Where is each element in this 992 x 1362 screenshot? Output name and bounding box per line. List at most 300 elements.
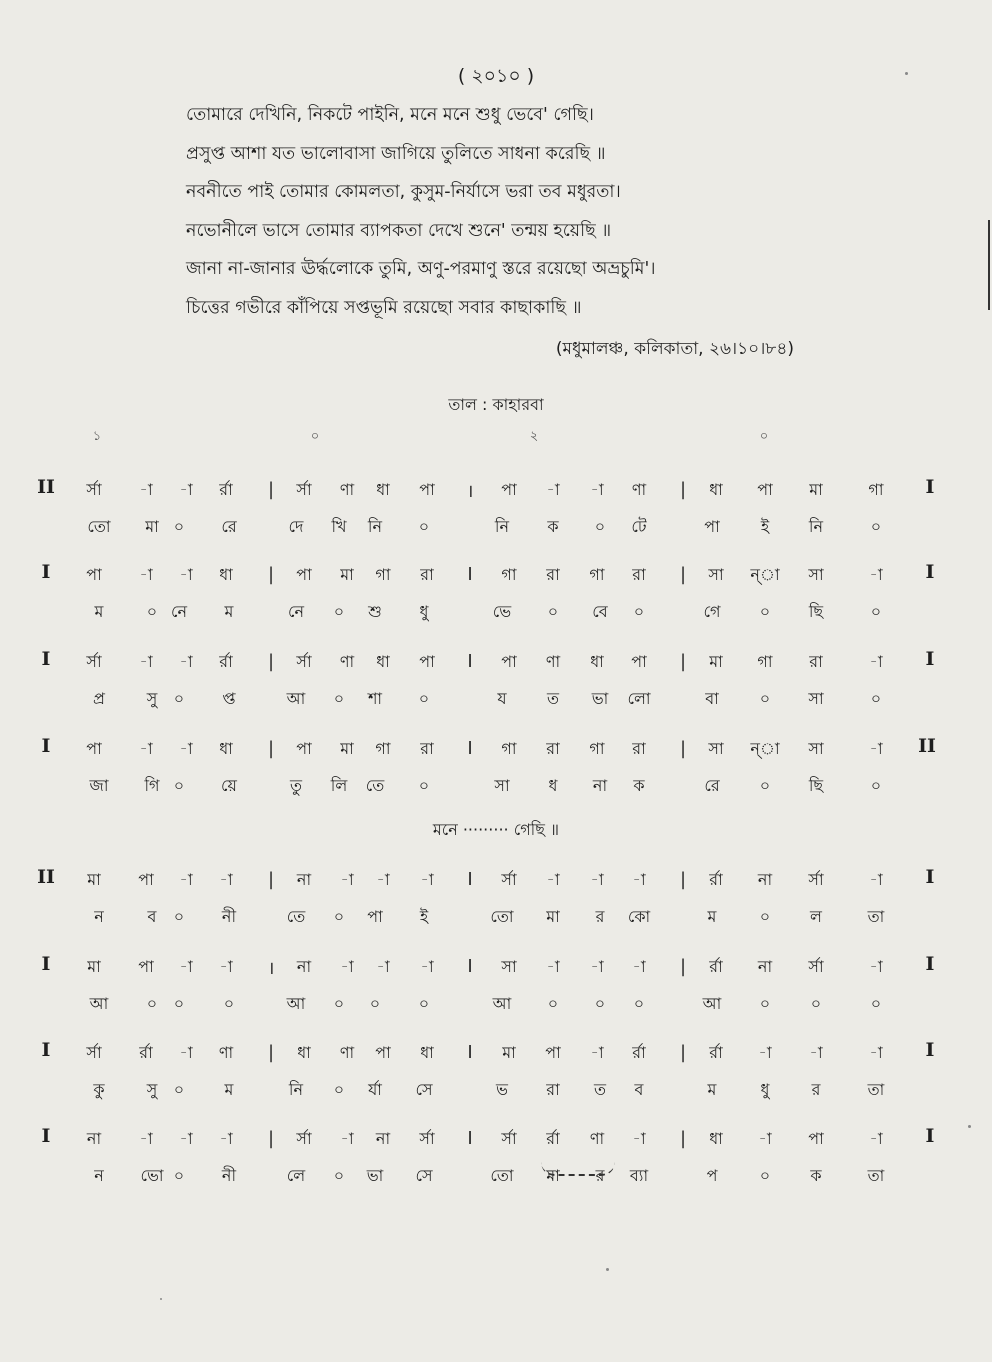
swara-note: সা — [708, 739, 724, 758]
lyric-syllable: দে — [288, 517, 304, 536]
swara-note: ন্‌া — [750, 739, 780, 758]
lyric-syllable: ০ — [870, 517, 882, 536]
swara-note: -া — [219, 1129, 233, 1148]
lyric-syllable: ত — [546, 689, 560, 708]
swara-note: ধা — [709, 480, 723, 499]
lyric-syllable: রে — [704, 776, 720, 795]
page-number: ( ২০১০ ) — [457, 65, 535, 87]
beat-divider: I — [467, 1128, 473, 1149]
swara-note: মা — [340, 565, 354, 584]
swara-note: পা — [545, 1043, 561, 1062]
swara-note: -া — [340, 870, 354, 889]
beat-divider: I — [467, 564, 473, 585]
swara-note: -া — [139, 739, 153, 758]
lyric-line: জানা না-জানার ঊর্দ্ধলোকে তুমি, অণু-পরমাণু স্তরে রয়েছো অভ্রচুমি'। — [186, 259, 656, 279]
end-barline: I — [925, 476, 935, 498]
lyric-syllable: ০ — [333, 602, 345, 621]
beat-mark: ১ — [92, 429, 102, 444]
lyric-syllable: সু — [146, 1080, 158, 1099]
lyric-syllable: নে — [170, 602, 188, 621]
lyric-syllable: নি — [494, 517, 510, 536]
beat-divider: | — [679, 479, 687, 500]
swara-note: মা — [809, 480, 823, 499]
beat-divider: | — [267, 869, 275, 890]
lyric-syllable: ০ — [633, 994, 645, 1013]
beat-divider: | — [267, 479, 275, 500]
paper-speck — [606, 1268, 609, 1271]
lyric-syllable: ০ — [870, 776, 882, 795]
lyric-syllable: প — [706, 1166, 718, 1185]
lyric-syllable: ০ — [759, 994, 771, 1013]
lyric-syllable: বে — [592, 602, 608, 621]
lyric-syllable: নি — [288, 1080, 304, 1099]
swara-note: না — [757, 870, 773, 889]
lyric-syllable: খি — [331, 517, 347, 536]
swara-note: -া — [219, 870, 233, 889]
beat-divider: I — [467, 1042, 473, 1063]
lyric-syllable: আ — [286, 994, 306, 1013]
swara-note: রা — [420, 565, 434, 584]
notation-row — [0, 547, 992, 631]
lyric-syllable: ক — [547, 517, 559, 536]
notation-row — [0, 939, 992, 1023]
swara-note: -া — [632, 870, 646, 889]
swara-note: -া — [179, 957, 193, 976]
composition-source: (মধুমালঞ্চ, কলিকাতা, ২৬।১০।৮৪) — [555, 339, 794, 359]
swara-note: -া — [219, 957, 233, 976]
lyric-syllable: ম — [707, 907, 717, 926]
lyric-syllable: ন — [94, 1166, 104, 1185]
swara-note: রা — [632, 739, 646, 758]
start-barline: II — [37, 866, 55, 888]
swara-note: -া — [139, 480, 153, 499]
swara-note: -া — [869, 870, 883, 889]
lyric-line: নভোনীলে ভাসে তোমার ব্যাপকতা দেখে শুনে' তন্ময় হয়েছি ॥ — [186, 220, 612, 241]
lyric-syllable: ০ — [418, 776, 430, 795]
beat-divider: । — [466, 481, 474, 502]
swara-note: -া — [179, 739, 193, 758]
lyric-syllable: তু — [289, 776, 303, 795]
lyric-syllable: রে — [221, 517, 237, 536]
swara-note: রা — [632, 565, 646, 584]
swara-note: ধা — [709, 1129, 723, 1148]
lyric-syllable: ০ — [594, 517, 606, 536]
swara-note: -া — [869, 957, 883, 976]
lyric-syllable: লো — [627, 689, 651, 708]
swara-note: -া — [869, 652, 883, 671]
swara-note: -া — [590, 480, 604, 499]
end-barline: II — [918, 735, 936, 757]
lyric-syllable: ধু — [760, 1080, 770, 1099]
lyric-syllable: ই — [419, 907, 429, 926]
repeat-instruction: মনে ········· গেছি ॥ — [432, 820, 560, 839]
notation-row — [0, 721, 992, 805]
lyric-syllable: র — [595, 1166, 605, 1185]
swara-note: র্রা — [546, 1129, 560, 1148]
swara-note: র্সা — [501, 1129, 517, 1148]
swara-note: -া — [869, 1129, 883, 1148]
swara-note: -া — [179, 870, 193, 889]
swara-note: ণা — [339, 480, 355, 499]
swara-note: -া — [139, 565, 153, 584]
lyric-syllable: ০ — [759, 689, 771, 708]
lyric-syllable: ০ — [759, 907, 771, 926]
swara-note: পা — [501, 652, 517, 671]
lyric-syllable: গি — [144, 776, 160, 795]
lyric-syllable: ব — [634, 1080, 644, 1099]
beat-divider: | — [267, 738, 275, 759]
tala-heading: তাল : কাহারবা — [448, 395, 544, 414]
lyric-syllable: ০ — [173, 994, 185, 1013]
lyric-syllable: গে — [703, 602, 721, 621]
lyric-syllable: ই — [760, 517, 770, 536]
swara-note: পা — [808, 1129, 824, 1148]
beat-divider: | — [267, 1042, 275, 1063]
lyric-syllable: ভা — [366, 1166, 384, 1185]
beat-divider: I — [467, 956, 473, 977]
swara-note: র্সা — [296, 480, 312, 499]
swara-note: -া — [632, 957, 646, 976]
lyric-syllable: ০ — [173, 1166, 185, 1185]
end-barline: I — [925, 1039, 935, 1061]
song-lyrics — [186, 98, 806, 329]
lyric-syllable: নী — [221, 907, 237, 926]
start-barline: I — [41, 953, 51, 975]
swara-note: -া — [179, 480, 193, 499]
swara-note: র্সা — [501, 870, 517, 889]
lyric-syllable: ০ — [173, 907, 185, 926]
swara-note: ধা — [376, 480, 390, 499]
swara-note: র্সা — [808, 870, 824, 889]
swara-note: র্রা — [709, 870, 723, 889]
swara-note: -া — [546, 957, 560, 976]
lyric-syllable: ০ — [333, 907, 345, 926]
lyric-syllable: র্যা — [368, 1080, 382, 1099]
lyric-syllable: ধু — [419, 602, 429, 621]
lyric-syllable: নি — [367, 517, 383, 536]
beat-divider: | — [679, 651, 687, 672]
lyric-syllable: টে — [631, 517, 647, 536]
beat-divider: । — [267, 958, 275, 979]
lyric-syllable: রা — [546, 1080, 560, 1099]
swara-note: -া — [590, 1043, 604, 1062]
lyric-syllable: ০ — [418, 994, 430, 1013]
lyric-syllable: ছি — [808, 776, 824, 795]
lyric-line: নবনীতে পাই তোমার কোমলতা, কুসুম-নির্যাসে ভরা তব মধুরতা। — [186, 182, 621, 202]
lyric-syllable: কু — [93, 1080, 105, 1099]
beat-divider: | — [679, 738, 687, 759]
swara-note: -া — [590, 870, 604, 889]
swara-note: -া — [340, 1129, 354, 1148]
lyric-syllable: ০ — [173, 776, 185, 795]
swara-note: গা — [375, 565, 391, 584]
lyric-syllable: র — [595, 907, 605, 926]
swara-note: পা — [375, 1043, 391, 1062]
lyric-syllable: প্ত — [222, 689, 236, 708]
swara-note: র্সা — [86, 1043, 102, 1062]
swara-note: মা — [709, 652, 723, 671]
lyric-syllable: ০ — [759, 776, 771, 795]
lyric-syllable: ০ — [369, 994, 381, 1013]
beat-divider: | — [679, 564, 687, 585]
lyric-syllable: ভ — [496, 1080, 508, 1099]
lyric-syllable: সা — [808, 689, 824, 708]
swara-note: পা — [86, 565, 102, 584]
swara-note: -া — [139, 1129, 153, 1148]
swara-note: রা — [546, 565, 560, 584]
lyric-syllable: আ — [89, 994, 109, 1013]
lyric-line: তোমারে দেখিনি, নিকটে পাইনি, মনে মনে শুধু ভেবে' গেছি। — [186, 105, 594, 125]
lyric-syllable: ০ — [418, 689, 430, 708]
lyric-syllable: ০ — [146, 994, 158, 1013]
lyric-syllable: ম — [224, 1080, 234, 1099]
beat-divider: I — [467, 738, 473, 759]
lyric-syllable: ০ — [759, 602, 771, 621]
swara-note: না — [375, 1129, 391, 1148]
lyric-syllable: ০ — [173, 1080, 185, 1099]
lyric-syllable: য়ে — [221, 776, 237, 795]
lyric-syllable: নী — [221, 1166, 237, 1185]
swara-note: -া — [179, 652, 193, 671]
swara-note: ণা — [589, 1129, 605, 1148]
swara-note: গা — [757, 652, 773, 671]
lyric-syllable: সা — [494, 776, 510, 795]
lyric-syllable: না — [592, 776, 608, 795]
start-barline: I — [41, 1125, 51, 1147]
lyric-syllable: শা — [367, 689, 383, 708]
swara-note: -া — [546, 480, 560, 499]
lyric-syllable: সে — [415, 1166, 433, 1185]
end-barline: I — [925, 1125, 935, 1147]
lyric-syllable: ০ — [333, 1080, 345, 1099]
lyric-syllable: তা — [867, 907, 885, 926]
lyric-syllable: তো — [490, 1166, 514, 1185]
swara-note: পা — [296, 565, 312, 584]
beat-divider: | — [679, 1042, 687, 1063]
lyric-syllable: য — [497, 689, 507, 708]
swara-note: ধা — [297, 1043, 311, 1062]
end-barline: I — [925, 648, 935, 670]
swara-note: -া — [179, 1043, 193, 1062]
swara-note: রা — [809, 652, 823, 671]
notation-row — [0, 634, 992, 718]
lyric-syllable: শু — [368, 602, 382, 621]
slur-mark — [541, 1162, 615, 1176]
swara-note: ধা — [420, 1043, 434, 1062]
lyric-syllable: তে — [365, 776, 385, 795]
end-barline: I — [925, 866, 935, 888]
notation-row — [0, 1111, 992, 1195]
swara-note: মা — [502, 1043, 516, 1062]
beat-divider: I — [467, 651, 473, 672]
start-barline: I — [41, 561, 51, 583]
swara-note: -া — [420, 957, 434, 976]
lyric-syllable: তা — [867, 1080, 885, 1099]
notation-row — [0, 852, 992, 936]
beat-divider: | — [679, 956, 687, 977]
lyric-syllable: জা — [89, 776, 109, 795]
swara-note: র্সা — [86, 480, 102, 499]
lyric-syllable: ক — [633, 776, 645, 795]
lyric-syllable: ০ — [594, 994, 606, 1013]
start-barline: I — [41, 735, 51, 757]
beat-markers — [0, 427, 992, 451]
swara-note: ণা — [631, 480, 647, 499]
swara-note: গা — [868, 480, 884, 499]
swara-note: র্রা — [709, 1043, 723, 1062]
lyric-syllable: পা — [704, 517, 720, 536]
swara-note: র্রা — [219, 480, 233, 499]
notation-row — [0, 1025, 992, 1109]
lyric-syllable: সে — [415, 1080, 433, 1099]
swara-note: র্সা — [419, 1129, 435, 1148]
lyric-syllable: কো — [627, 907, 651, 926]
swara-note: -া — [139, 652, 153, 671]
swara-note: ধা — [219, 565, 233, 584]
swara-note: -া — [179, 1129, 193, 1148]
swara-note: ণা — [218, 1043, 234, 1062]
lyric-syllable: ভে — [492, 602, 512, 621]
swara-note: সা — [501, 957, 517, 976]
lyric-line: প্রসুপ্ত আশা যত ভালোবাসা জাগিয়ে তুলিতে সাধনা করেছি ॥ — [186, 143, 606, 164]
swara-note: -া — [376, 957, 390, 976]
swara-note: -া — [809, 1043, 823, 1062]
lyric-syllable: ভো — [140, 1166, 164, 1185]
swara-note: পা — [138, 870, 154, 889]
swara-note: পা — [631, 652, 647, 671]
paper-speck — [905, 72, 908, 75]
start-barline: I — [41, 648, 51, 670]
swara-note: -া — [869, 1043, 883, 1062]
lyric-syllable: মা — [145, 517, 159, 536]
swara-note: র্সা — [296, 1129, 312, 1148]
lyric-syllable: মা — [546, 907, 560, 926]
lyric-syllable: মা — [546, 1166, 560, 1185]
lyric-syllable: আ — [286, 689, 306, 708]
end-barline: I — [925, 953, 935, 975]
swara-note: সা — [808, 739, 824, 758]
start-barline: II — [37, 476, 55, 498]
lyric-syllable: তো — [87, 517, 111, 536]
lyric-syllable: ০ — [173, 517, 185, 536]
swara-note: গা — [501, 565, 517, 584]
beat-divider: | — [267, 564, 275, 585]
lyric-syllable: ০ — [547, 602, 559, 621]
swara-note: -া — [590, 957, 604, 976]
lyric-line: চিত্তের গভীরে কাঁপিয়ে সপ্তভূমি রয়েছো সবার কাছাকাছি ॥ — [186, 297, 582, 318]
lyric-syllable: ০ — [547, 994, 559, 1013]
lyric-syllable: ০ — [333, 1166, 345, 1185]
lyric-syllable: ধ — [548, 776, 558, 795]
swara-note: গা — [589, 739, 605, 758]
lyric-syllable: ০ — [146, 602, 158, 621]
swara-note: -া — [546, 870, 560, 889]
swara-note: ধা — [590, 652, 604, 671]
lyric-syllable: ০ — [870, 689, 882, 708]
swara-note: র্সা — [86, 652, 102, 671]
beat-mark: ০ — [759, 429, 769, 444]
lyric-syllable: তে — [286, 907, 306, 926]
lyric-syllable: ০ — [870, 602, 882, 621]
lyric-syllable: ০ — [810, 994, 822, 1013]
swara-note: মা — [340, 739, 354, 758]
lyric-syllable: ত — [593, 1080, 607, 1099]
lyric-syllable: ০ — [173, 689, 185, 708]
swara-note: গা — [375, 739, 391, 758]
swara-note: পা — [419, 652, 435, 671]
lyric-syllable: ব — [147, 907, 157, 926]
swara-note: মা — [87, 870, 101, 889]
lyric-syllable: ব্যা — [629, 1166, 649, 1185]
notation-row — [0, 462, 992, 546]
paper-speck — [968, 1125, 971, 1128]
lyric-syllable: ম — [707, 1080, 717, 1099]
swara-note: র্রা — [139, 1043, 153, 1062]
swara-note: ধা — [219, 739, 233, 758]
lyric-syllable: ০ — [418, 517, 430, 536]
lyric-syllable: ০ — [870, 994, 882, 1013]
lyric-syllable: প্র — [93, 689, 105, 708]
swara-note: না — [296, 957, 312, 976]
beat-mark: ০ — [310, 429, 320, 444]
swara-note: পা — [419, 480, 435, 499]
lyric-syllable: ছি — [808, 602, 824, 621]
lyric-syllable: লি — [330, 776, 348, 795]
swara-note: ণা — [545, 652, 561, 671]
swara-note: -া — [869, 739, 883, 758]
swara-note: র্রা — [632, 1043, 646, 1062]
swara-note: না — [296, 870, 312, 889]
swara-note: পা — [501, 480, 517, 499]
swara-note: পা — [138, 957, 154, 976]
swara-note: ণা — [339, 1043, 355, 1062]
swara-note: র্রা — [709, 957, 723, 976]
lyric-syllable: আ — [492, 994, 512, 1013]
end-barline: I — [925, 561, 935, 583]
lyric-syllable: ভা — [591, 689, 609, 708]
lyric-syllable: তা — [867, 1166, 885, 1185]
beat-mark: ২ — [529, 429, 539, 444]
lyric-syllable: নে — [287, 602, 305, 621]
swara-note: -া — [420, 870, 434, 889]
paper-speck — [160, 1298, 162, 1300]
swara-note: গা — [589, 565, 605, 584]
lyric-syllable: ০ — [759, 1166, 771, 1185]
beat-divider: | — [267, 1128, 275, 1149]
swara-note: ন্‌া — [750, 565, 780, 584]
beat-divider: | — [267, 651, 275, 672]
swara-note: -া — [179, 565, 193, 584]
swara-note: -া — [758, 1043, 772, 1062]
lyric-syllable: ০ — [333, 689, 345, 708]
swara-note: ণা — [339, 652, 355, 671]
swara-note: পা — [757, 480, 773, 499]
lyric-syllable: লে — [286, 1166, 306, 1185]
swara-note: -া — [869, 565, 883, 584]
swara-note: না — [86, 1129, 102, 1148]
swara-note: মা — [87, 957, 101, 976]
swara-note: ধা — [376, 652, 390, 671]
start-barline: I — [41, 1039, 51, 1061]
lyric-syllable: ন — [94, 907, 104, 926]
lyric-syllable: নি — [808, 517, 824, 536]
swara-note: গা — [501, 739, 517, 758]
swara-note: পা — [86, 739, 102, 758]
swara-note: পা — [296, 739, 312, 758]
swara-note: -া — [340, 957, 354, 976]
swara-note: সা — [808, 565, 824, 584]
lyric-syllable: ০ — [333, 994, 345, 1013]
